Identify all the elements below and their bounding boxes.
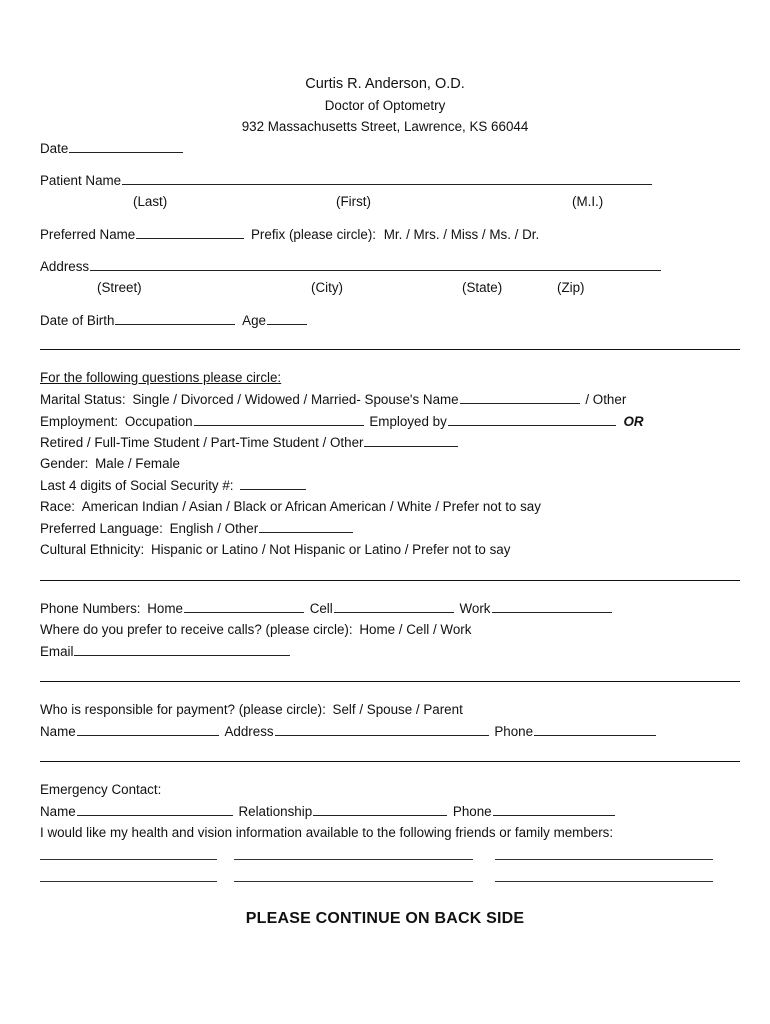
language-options[interactable]: English / Other bbox=[169, 521, 259, 536]
language-label: Preferred Language: bbox=[40, 521, 163, 536]
marital-status-options[interactable]: Single / Divorced / Widowed / Married- Spouse's Name bbox=[132, 392, 459, 407]
cell-phone-label: Cell bbox=[309, 601, 333, 616]
authorized-person-field[interactable] bbox=[40, 881, 217, 882]
employment-row bbox=[40, 413, 644, 430]
occupation-label: Occupation bbox=[124, 414, 193, 429]
section-divider bbox=[40, 761, 740, 762]
payment-phone-field[interactable] bbox=[534, 723, 656, 736]
preferred-call-row bbox=[40, 622, 471, 638]
ssn-row bbox=[40, 477, 306, 494]
retired-options[interactable]: Retired / Full-Time Student / Part-Time Student / Other bbox=[40, 435, 364, 450]
street-caption: (Street) bbox=[97, 280, 142, 295]
date-label: Date bbox=[40, 141, 69, 156]
marital-other-option[interactable]: / Other bbox=[585, 392, 627, 407]
date-field[interactable] bbox=[69, 140, 183, 153]
ethnicity-options[interactable]: Hispanic or Latino / Not Hispanic or Latino / Prefer not to say bbox=[150, 542, 511, 557]
race-label: Race: bbox=[40, 499, 75, 514]
section-divider bbox=[40, 349, 740, 350]
marital-status-label: Marital Status: bbox=[40, 392, 126, 407]
date-row bbox=[40, 140, 183, 157]
phone-numbers-row bbox=[40, 600, 612, 617]
city-caption: (City) bbox=[311, 280, 343, 295]
dob-field[interactable] bbox=[115, 312, 235, 325]
ethnicity-label: Cultural Ethnicity: bbox=[40, 542, 145, 557]
shared-info-text: I would like my health and vision information available to the following friends or family members: bbox=[40, 825, 614, 840]
doctor-title: Doctor of Optometry bbox=[324, 98, 446, 113]
employer-field[interactable] bbox=[448, 413, 616, 426]
employment-label: Employment: bbox=[40, 414, 119, 429]
other-language-field[interactable] bbox=[259, 520, 353, 533]
authorized-person-field[interactable] bbox=[40, 859, 217, 860]
email-row bbox=[40, 643, 290, 660]
age-field[interactable] bbox=[267, 312, 307, 325]
authorized-person-field[interactable] bbox=[234, 881, 473, 882]
gender-options[interactable]: Male / Female bbox=[95, 456, 180, 471]
marital-status-row bbox=[40, 391, 626, 408]
patient-name-field[interactable] bbox=[122, 172, 652, 185]
address-row bbox=[40, 258, 661, 275]
payment-options[interactable]: Self / Spouse / Parent bbox=[332, 702, 463, 717]
dob-row bbox=[40, 312, 307, 329]
dob-label: Date of Birth bbox=[40, 313, 115, 328]
emergency-phone-field[interactable] bbox=[493, 803, 615, 816]
preferred-name-row bbox=[40, 226, 539, 243]
payment-address-field[interactable] bbox=[275, 723, 489, 736]
clinic-address: 932 Massachusetts Street, Lawrence, KS 66044 bbox=[241, 119, 529, 134]
email-field[interactable] bbox=[74, 643, 290, 656]
payment-details-row bbox=[40, 723, 656, 740]
preferred-call-options[interactable]: Home / Cell / Work bbox=[359, 622, 472, 637]
prefix-options[interactable]: Mr. / Mrs. / Miss / Ms. / Dr. bbox=[383, 227, 540, 242]
authorized-person-field[interactable] bbox=[495, 881, 713, 882]
patient-name-label: Patient Name bbox=[40, 173, 122, 188]
patient-name-row bbox=[40, 172, 652, 189]
ssn-field[interactable] bbox=[240, 477, 306, 490]
or-label: OR bbox=[623, 414, 644, 429]
preferred-name-field[interactable] bbox=[136, 226, 244, 239]
work-phone-label: Work bbox=[459, 601, 491, 616]
payment-phone-label: Phone bbox=[494, 724, 534, 739]
gender-label: Gender: bbox=[40, 456, 89, 471]
circle-section-heading: For the following questions please circle: bbox=[40, 370, 282, 385]
cell-phone-field[interactable] bbox=[334, 600, 454, 613]
prefix-label: Prefix (please circle): bbox=[251, 227, 377, 242]
address-field[interactable] bbox=[90, 258, 661, 271]
continue-notice: PLEASE CONTINUE ON BACK SIDE bbox=[245, 910, 525, 927]
payment-name-field[interactable] bbox=[77, 723, 219, 736]
gender-row bbox=[40, 456, 180, 472]
other-employment-field[interactable] bbox=[364, 434, 458, 447]
authorized-person-field[interactable] bbox=[234, 859, 473, 860]
phone-numbers-label: Phone Numbers: bbox=[40, 601, 141, 616]
emergency-relationship-field[interactable] bbox=[313, 803, 447, 816]
ssn-label: Last 4 digits of Social Security #: bbox=[40, 478, 234, 493]
race-row bbox=[40, 499, 541, 515]
emergency-relationship-label: Relationship bbox=[238, 804, 313, 819]
preferred-call-label: Where do you prefer to receive calls? (please circle): bbox=[40, 622, 353, 637]
home-phone-field[interactable] bbox=[184, 600, 304, 613]
employed-by-label: Employed by bbox=[369, 414, 447, 429]
zip-caption: (Zip) bbox=[557, 280, 585, 295]
payment-question-row bbox=[40, 702, 463, 718]
authorized-person-field[interactable] bbox=[495, 859, 713, 860]
spouse-name-field[interactable] bbox=[460, 391, 580, 404]
payment-name-label: Name bbox=[40, 724, 76, 739]
email-label: Email bbox=[40, 644, 74, 659]
first-name-caption: (First) bbox=[336, 194, 371, 209]
emergency-heading: Emergency Contact: bbox=[40, 782, 162, 797]
language-row bbox=[40, 520, 353, 537]
retired-row bbox=[40, 434, 458, 451]
doctor-name: Curtis R. Anderson, O.D. bbox=[305, 76, 465, 92]
last-name-caption: (Last) bbox=[133, 194, 168, 209]
emergency-phone-label: Phone bbox=[452, 804, 492, 819]
age-label: Age bbox=[242, 313, 266, 328]
emergency-details-row bbox=[40, 803, 615, 820]
state-caption: (State) bbox=[462, 280, 503, 295]
work-phone-field[interactable] bbox=[492, 600, 612, 613]
middle-initial-caption: (M.I.) bbox=[572, 194, 604, 209]
emergency-name-label: Name bbox=[40, 804, 76, 819]
ethnicity-row bbox=[40, 542, 510, 558]
home-phone-label: Home bbox=[147, 601, 183, 616]
payment-question-label: Who is responsible for payment? (please circle): bbox=[40, 702, 326, 717]
preferred-name-label: Preferred Name bbox=[40, 227, 136, 242]
race-options[interactable]: American Indian / Asian / Black or African American / White / Prefer not to say bbox=[81, 499, 541, 514]
section-divider bbox=[40, 580, 740, 581]
address-label: Address bbox=[40, 259, 90, 274]
section-divider bbox=[40, 681, 740, 682]
payment-address-label: Address bbox=[224, 724, 274, 739]
occupation-field[interactable] bbox=[194, 413, 364, 426]
emergency-name-field[interactable] bbox=[77, 803, 233, 816]
